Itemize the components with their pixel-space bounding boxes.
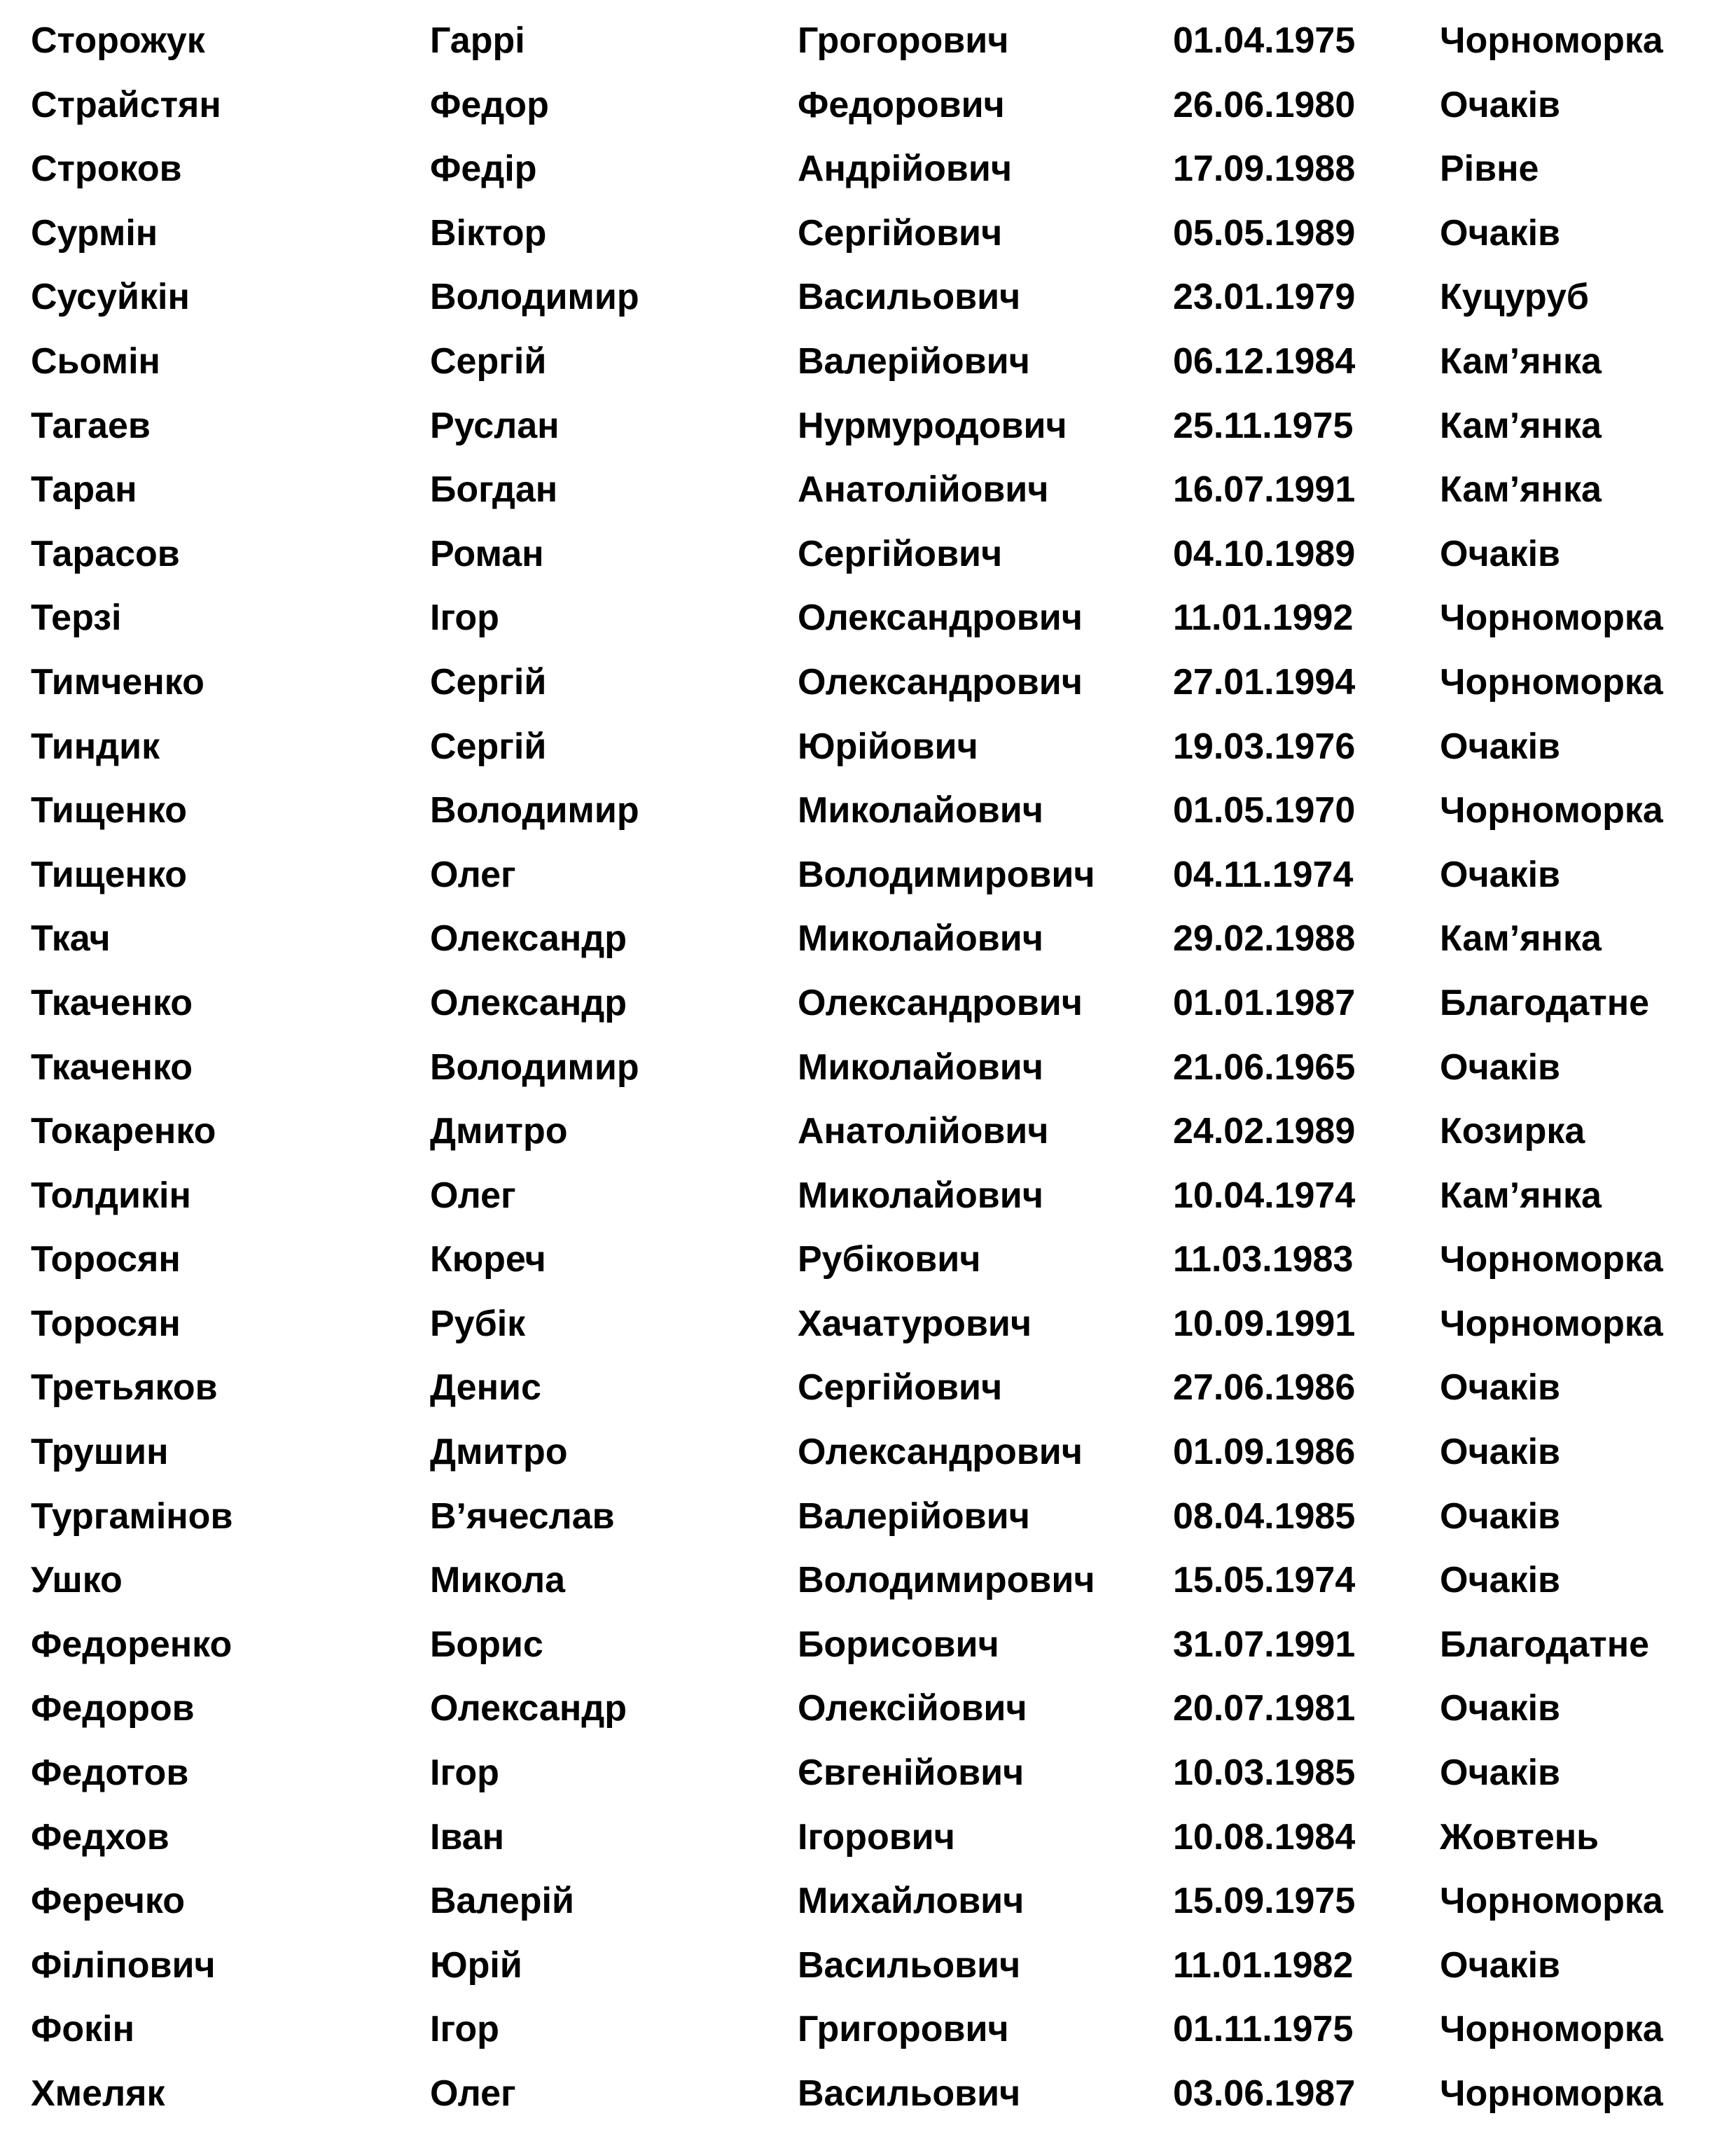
patronymic-cell: Олексійович xyxy=(798,1688,1027,1729)
list-row xyxy=(0,84,1736,148)
birthdate-cell: 08.04.1985 xyxy=(1173,1495,1356,1537)
patronymic-cell: Васильович xyxy=(798,277,1021,318)
place-cell: Благодатне xyxy=(1440,982,1650,1023)
patronymic-cell: Михайлович xyxy=(798,1881,1025,1922)
list-row xyxy=(0,340,1736,405)
list-row xyxy=(0,726,1736,790)
place-cell: Чорноморка xyxy=(1440,20,1663,61)
surname-cell: Ткаченко xyxy=(31,1046,193,1088)
list-row xyxy=(0,597,1736,661)
list-row xyxy=(0,2073,1736,2137)
birthdate-cell: 19.03.1976 xyxy=(1173,726,1356,767)
birthdate-cell: 16.07.1991 xyxy=(1173,469,1356,511)
patronymic-cell: Сергійович xyxy=(798,1367,1003,1409)
list-row xyxy=(0,1431,1736,1495)
list-row xyxy=(0,533,1736,597)
patronymic-cell: Олександрович xyxy=(798,982,1083,1023)
birthdate-cell: 15.05.1974 xyxy=(1173,1560,1356,1601)
name-cell: Сергій xyxy=(430,340,547,382)
place-cell: Рівне xyxy=(1440,148,1539,190)
surname-cell: Терзі xyxy=(31,597,122,639)
name-cell: В’ячеслав xyxy=(430,1495,615,1537)
place-cell: Чорноморка xyxy=(1440,1881,1663,1922)
surname-cell: Торосян xyxy=(31,1303,181,1344)
list-row xyxy=(0,1110,1736,1175)
birthdate-cell: 01.01.1987 xyxy=(1173,982,1356,1023)
patronymic-cell: Григорович xyxy=(798,2009,1009,2050)
birthdate-cell: 10.03.1985 xyxy=(1173,1752,1356,1794)
name-cell: Володимир xyxy=(430,1046,639,1088)
name-cell: Борис xyxy=(430,1624,543,1665)
list-row xyxy=(0,1367,1736,1431)
place-cell: Чорноморка xyxy=(1440,1303,1663,1344)
patronymic-cell: Миколайович xyxy=(798,1046,1043,1088)
name-cell: Сергій xyxy=(430,661,547,703)
surname-cell: Сьомін xyxy=(31,340,160,382)
birthdate-cell: 11.01.1992 xyxy=(1173,597,1354,639)
list-row xyxy=(0,20,1736,84)
birthdate-cell: 31.07.1991 xyxy=(1173,1624,1356,1665)
birthdate-cell: 10.04.1974 xyxy=(1173,1175,1356,1216)
name-cell: Володимир xyxy=(430,277,639,318)
patronymic-cell: Валерійович xyxy=(798,340,1030,382)
patronymic-cell: Анатолійович xyxy=(798,1111,1049,1152)
surname-cell: Тищенко xyxy=(31,854,188,895)
name-cell: Володимир xyxy=(430,790,639,831)
name-cell: Олег xyxy=(430,1175,516,1216)
surname-cell: Торосян xyxy=(31,1239,181,1280)
birthdate-cell: 01.05.1970 xyxy=(1173,790,1356,831)
name-cell: Руслан xyxy=(430,405,560,446)
patronymic-cell: Сергійович xyxy=(798,533,1003,574)
patronymic-cell: Юрійович xyxy=(798,726,978,767)
surname-cell: Філіпович xyxy=(31,1944,216,1986)
name-cell: Рубік xyxy=(430,1303,526,1344)
surname-cell: Трушин xyxy=(31,1432,169,1473)
list-row xyxy=(0,405,1736,469)
surname-cell: Федотов xyxy=(31,1752,189,1794)
place-cell: Чорноморка xyxy=(1440,2073,1663,2114)
place-cell: Очаків xyxy=(1440,1432,1560,1473)
patronymic-cell: Миколайович xyxy=(798,918,1043,960)
name-cell: Дмитро xyxy=(430,1432,568,1473)
place-cell: Козирка xyxy=(1440,1111,1585,1152)
patronymic-cell: Васильович xyxy=(798,1944,1021,1986)
birthdate-cell: 26.06.1980 xyxy=(1173,84,1356,125)
birthdate-cell: 20.07.1981 xyxy=(1173,1688,1356,1729)
name-cell: Олег xyxy=(430,2073,516,2114)
name-list xyxy=(0,20,1736,2137)
name-cell: Олександр xyxy=(430,1688,627,1729)
list-row xyxy=(0,1175,1736,1239)
name-cell: Ігор xyxy=(430,2009,499,2050)
list-row xyxy=(0,982,1736,1046)
place-cell: Очаків xyxy=(1440,1367,1560,1409)
place-cell: Кам’янка xyxy=(1440,469,1602,511)
list-row xyxy=(0,276,1736,340)
surname-cell: Сурмін xyxy=(31,212,158,254)
name-cell: Кюреч xyxy=(430,1239,546,1280)
place-cell: Чорноморка xyxy=(1440,661,1663,703)
birthdate-cell: 24.02.1989 xyxy=(1173,1111,1356,1152)
surname-cell: Тиндик xyxy=(31,726,160,767)
list-row xyxy=(0,1752,1736,1816)
place-cell: Очаків xyxy=(1440,1688,1560,1729)
birthdate-cell: 29.02.1988 xyxy=(1173,918,1356,960)
patronymic-cell: Ігорович xyxy=(798,1816,955,1858)
surname-cell: Тимченко xyxy=(31,661,204,703)
birthdate-cell: 01.04.1975 xyxy=(1173,20,1356,61)
place-cell: Очаків xyxy=(1440,1944,1560,1986)
surname-cell: Третьяков xyxy=(31,1367,218,1409)
birthdate-cell: 05.05.1989 xyxy=(1173,212,1356,254)
surname-cell: Толдикін xyxy=(31,1175,191,1216)
birthdate-cell: 17.09.1988 xyxy=(1173,148,1356,190)
surname-cell: Сусуйкін xyxy=(31,277,190,318)
list-row xyxy=(0,918,1736,982)
surname-cell: Тагаев xyxy=(31,405,151,446)
name-cell: Валерій xyxy=(430,1881,574,1922)
list-row xyxy=(0,1880,1736,1944)
place-cell: Жовтень xyxy=(1440,1816,1599,1858)
place-cell: Очаків xyxy=(1440,533,1560,574)
surname-cell: Сторожук xyxy=(31,20,205,61)
patronymic-cell: Борисович xyxy=(798,1624,999,1665)
name-cell: Юрій xyxy=(430,1944,522,1986)
patronymic-cell: Федорович xyxy=(798,84,1005,125)
patronymic-cell: Рубікович xyxy=(798,1239,981,1280)
birthdate-cell: 06.12.1984 xyxy=(1173,340,1356,382)
list-row xyxy=(0,1624,1736,1688)
birthdate-cell: 10.09.1991 xyxy=(1173,1303,1356,1344)
place-cell: Очаків xyxy=(1440,1046,1560,1088)
place-cell: Очаків xyxy=(1440,726,1560,767)
list-row xyxy=(0,2008,1736,2073)
name-cell: Гаррі xyxy=(430,20,525,61)
list-row xyxy=(0,1238,1736,1303)
list-row xyxy=(0,1559,1736,1624)
place-cell: Очаків xyxy=(1440,1752,1560,1794)
surname-cell: Феречко xyxy=(31,1881,185,1922)
list-row xyxy=(0,212,1736,277)
birthdate-cell: 11.01.1982 xyxy=(1173,1944,1354,1986)
name-cell: Олександр xyxy=(430,982,627,1023)
name-cell: Ігор xyxy=(430,1752,499,1794)
birthdate-cell: 11.03.1983 xyxy=(1173,1239,1354,1280)
name-cell: Ігор xyxy=(430,597,499,639)
birthdate-cell: 01.11.1975 xyxy=(1173,2009,1354,2050)
place-cell: Чорноморка xyxy=(1440,2009,1663,2050)
patronymic-cell: Олександрович xyxy=(798,597,1083,639)
patronymic-cell: Миколайович xyxy=(798,1175,1043,1216)
surname-cell: Фокін xyxy=(31,2009,135,2050)
name-cell: Федір xyxy=(430,148,537,190)
surname-cell: Хмеляк xyxy=(31,2073,165,2114)
name-cell: Дмитро xyxy=(430,1111,568,1152)
place-cell: Очаків xyxy=(1440,1495,1560,1537)
surname-cell: Тарасов xyxy=(31,533,180,574)
name-cell: Роман xyxy=(430,533,544,574)
birthdate-cell: 03.06.1987 xyxy=(1173,2073,1356,2114)
place-cell: Чорноморка xyxy=(1440,790,1663,831)
surname-cell: Токаренко xyxy=(31,1111,216,1152)
name-cell: Федор xyxy=(430,84,549,125)
place-cell: Благодатне xyxy=(1440,1624,1650,1665)
name-cell: Денис xyxy=(430,1367,541,1409)
name-cell: Олег xyxy=(430,854,516,895)
list-row xyxy=(0,1303,1736,1367)
list-row xyxy=(0,1944,1736,2009)
surname-cell: Ткаченко xyxy=(31,982,193,1023)
place-cell: Кам’янка xyxy=(1440,340,1602,382)
list-row xyxy=(0,148,1736,212)
list-row xyxy=(0,1816,1736,1881)
patronymic-cell: Андрійович xyxy=(798,148,1013,190)
birthdate-cell: 23.01.1979 xyxy=(1173,277,1356,318)
place-cell: Очаків xyxy=(1440,212,1560,254)
place-cell: Кам’янка xyxy=(1440,918,1602,960)
patronymic-cell: Миколайович xyxy=(798,790,1043,831)
surname-cell: Тищенко xyxy=(31,790,188,831)
patronymic-cell: Хачатурович xyxy=(798,1303,1032,1344)
birthdate-cell: 21.06.1965 xyxy=(1173,1046,1356,1088)
birthdate-cell: 27.06.1986 xyxy=(1173,1367,1356,1409)
birthdate-cell: 01.09.1986 xyxy=(1173,1432,1356,1473)
list-row xyxy=(0,469,1736,533)
surname-cell: Федхов xyxy=(31,1816,169,1858)
surname-cell: Строков xyxy=(31,148,182,190)
place-cell: Чорноморка xyxy=(1440,1239,1663,1280)
patronymic-cell: Сергійович xyxy=(798,212,1003,254)
patronymic-cell: Нурмуродович xyxy=(798,405,1067,446)
surname-cell: Ушко xyxy=(31,1560,123,1601)
list-row xyxy=(0,661,1736,726)
patronymic-cell: Володимирович xyxy=(798,1560,1095,1601)
patronymic-cell: Валерійович xyxy=(798,1495,1030,1537)
birthdate-cell: 15.09.1975 xyxy=(1173,1881,1356,1922)
surname-cell: Страйстян xyxy=(31,84,221,125)
name-cell: Іван xyxy=(430,1816,505,1858)
patronymic-cell: Володимирович xyxy=(798,854,1095,895)
name-cell: Богдан xyxy=(430,469,558,511)
patronymic-cell: Олександрович xyxy=(798,661,1083,703)
place-cell: Чорноморка xyxy=(1440,597,1663,639)
birthdate-cell: 10.08.1984 xyxy=(1173,1816,1356,1858)
surname-cell: Федоренко xyxy=(31,1624,232,1665)
surname-cell: Таран xyxy=(31,469,137,511)
birthdate-cell: 04.10.1989 xyxy=(1173,533,1356,574)
birthdate-cell: 25.11.1975 xyxy=(1173,405,1354,446)
place-cell: Кам’янка xyxy=(1440,1175,1602,1216)
patronymic-cell: Васильович xyxy=(798,2073,1021,2114)
place-cell: Очаків xyxy=(1440,1560,1560,1601)
name-cell: Микола xyxy=(430,1560,566,1601)
patronymic-cell: Анатолійович xyxy=(798,469,1049,511)
list-row xyxy=(0,1495,1736,1560)
list-row xyxy=(0,1687,1736,1752)
name-cell: Олександр xyxy=(430,918,627,960)
place-cell: Куцуруб xyxy=(1440,277,1589,318)
patronymic-cell: Євгенійович xyxy=(798,1752,1025,1794)
place-cell: Кам’янка xyxy=(1440,405,1602,446)
list-row xyxy=(0,1046,1736,1111)
list-row xyxy=(0,854,1736,918)
place-cell: Очаків xyxy=(1440,854,1560,895)
surname-cell: Тургамінов xyxy=(31,1495,233,1537)
name-cell: Віктор xyxy=(430,212,547,254)
patronymic-cell: Олександрович xyxy=(798,1432,1083,1473)
place-cell: Очаків xyxy=(1440,84,1560,125)
name-cell: Сергій xyxy=(430,726,547,767)
birthdate-cell: 04.11.1974 xyxy=(1173,854,1354,895)
surname-cell: Федоров xyxy=(31,1688,195,1729)
surname-cell: Ткач xyxy=(31,918,111,960)
patronymic-cell: Грогорович xyxy=(798,20,1009,61)
birthdate-cell: 27.01.1994 xyxy=(1173,661,1356,703)
list-row xyxy=(0,789,1736,854)
